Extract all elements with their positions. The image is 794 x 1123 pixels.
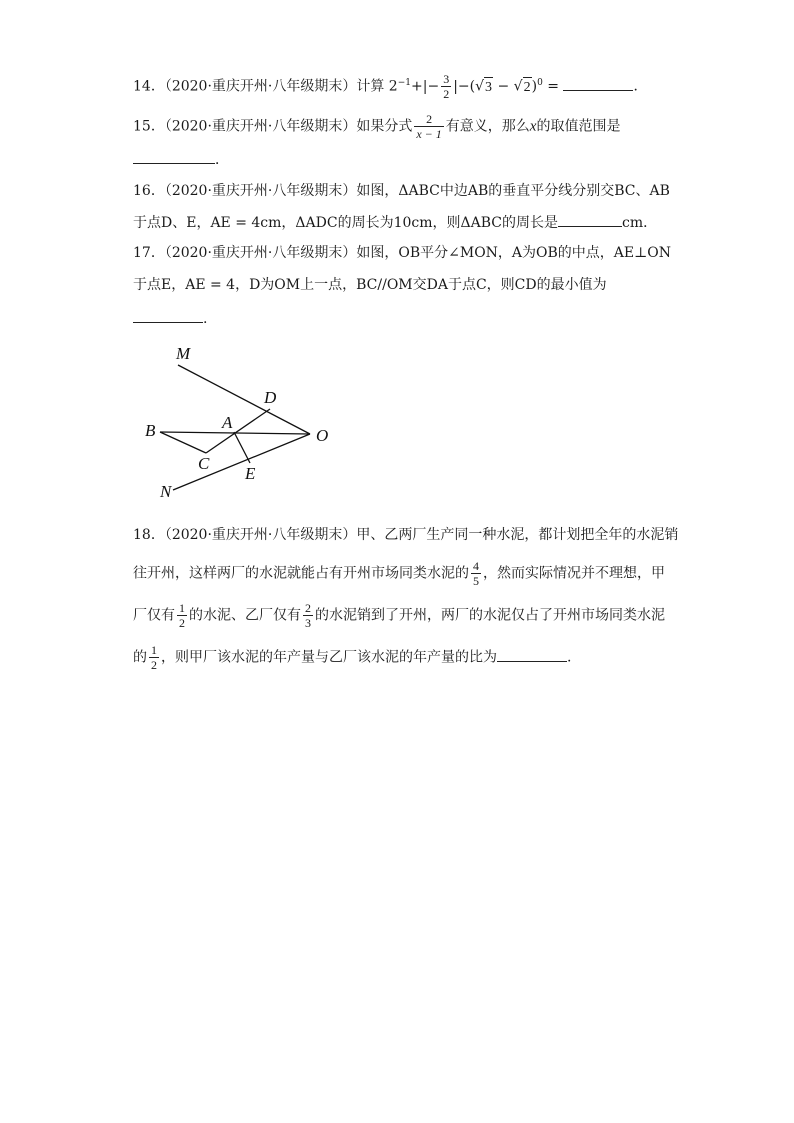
q14-end: ． <box>633 78 648 95</box>
label-a: A <box>222 413 233 432</box>
q18-f2-num: 1 <box>179 601 185 615</box>
label-e: E <box>245 464 256 483</box>
label-o: O <box>316 426 329 445</box>
q15-frac-den: x − 1 <box>416 127 442 141</box>
segment-cd <box>206 409 270 453</box>
ray-on <box>173 434 310 490</box>
ray-om <box>178 365 310 434</box>
label-d: D <box>264 388 277 407</box>
question-18 <box>133 525 678 545</box>
q15-text-a: 如果分式 <box>356 118 413 135</box>
q18-fraction-3 <box>303 602 313 629</box>
label-n: N <box>160 482 172 501</box>
q18-f1-num: 4 <box>473 559 479 573</box>
q17-line1: 如图，OB平分∠MON，A为OB的中点，AE⊥ON <box>356 245 672 261</box>
q14-exponent2: 0 <box>537 78 543 88</box>
q14-exponent: −1 <box>397 78 411 88</box>
q14-minus: − <box>493 78 514 95</box>
question-17-line2 <box>133 275 607 295</box>
question-14 <box>133 73 647 100</box>
q14-text-a: 计算 2 <box>356 78 398 95</box>
sqrt-sign: √ <box>513 78 523 95</box>
q15-fraction <box>414 113 443 140</box>
q18-answer-blank[interactable] <box>497 647 567 662</box>
q14-text-b: +|− <box>411 78 440 95</box>
q18-number: 18． <box>133 527 165 543</box>
question-18-line3 <box>133 602 665 629</box>
q14-frac-num: 3 <box>443 72 450 87</box>
q16-source: （2020·重庆开州·八年级期末） <box>164 183 357 199</box>
label-c: C <box>198 454 210 473</box>
q14-frac-den: 2 <box>443 87 450 102</box>
q15-text-c: 的取值范围是 <box>536 118 621 135</box>
q15-end: ． <box>215 152 229 168</box>
q14-fraction <box>441 73 451 100</box>
label-m: M <box>176 344 191 363</box>
q17-end: . <box>203 311 208 327</box>
q18-fraction-2 <box>177 602 187 629</box>
q18-f4-den: 2 <box>151 658 157 672</box>
q15-source: （2020·重庆开州·八年级期末） <box>164 118 357 135</box>
q18-line3-c: 的水泥销到了开州，两厂的水泥仅占了开州市场同类水泥 <box>315 607 665 624</box>
q15-var: x <box>529 118 537 135</box>
q16-answer-blank[interactable] <box>558 212 622 227</box>
q18-f2-den: 2 <box>179 616 185 630</box>
q18-line4-b: ，则甲厂该水泥的年产量与乙厂该水泥的年产量的比为 <box>161 649 497 666</box>
question-16 <box>133 181 670 201</box>
q18-line2-b: ，然而实际情况并不理想，甲 <box>483 565 665 582</box>
label-b: B <box>145 421 156 440</box>
q16-number: 16． <box>133 183 165 199</box>
q17-line2: 于点E，AE = 4，D为OM上一点，BC//OM交DA于点C，则CD的最小值为 <box>133 277 607 293</box>
q14-number: 14． <box>133 78 165 95</box>
question-17 <box>133 243 671 263</box>
q16-line1: 如图，ΔABC中边AB的垂直平分线分别交BC、AB <box>356 183 670 199</box>
q18-line3-b: 的水泥、乙厂仅有 <box>189 607 301 624</box>
q18-line1: 甲、乙两厂生产同一种水泥，都计划把全年的水泥销 <box>356 527 679 543</box>
sqrt-sign: √ <box>475 78 485 95</box>
q14-text-d: ) <box>531 78 538 95</box>
q17-number: 17． <box>133 245 165 261</box>
q16-line2-b: cm． <box>622 215 658 231</box>
q14-text-c: |−( <box>453 78 476 95</box>
q18-f3-den: 3 <box>305 616 311 630</box>
question-15 <box>133 113 620 140</box>
q18-line2-a: 往开州，这样两厂的水泥就能占有开州市场同类水泥的 <box>133 565 469 582</box>
geometry-figure <box>140 335 340 505</box>
segment-ae <box>234 432 250 463</box>
q18-end: . <box>567 649 572 666</box>
segment-bc <box>160 432 206 453</box>
q14-answer-blank[interactable] <box>563 76 633 91</box>
q18-line4-a: 的 <box>133 649 147 666</box>
q18-f1-den: 5 <box>473 574 479 588</box>
q15-number: 15． <box>133 118 165 135</box>
q14-root1: 3 <box>484 77 493 98</box>
q18-f4-num: 1 <box>151 643 157 657</box>
q18-source: （2020·重庆开州·八年级期末） <box>164 527 357 543</box>
q18-fraction-4 <box>149 644 159 671</box>
q17-source: （2020·重庆开州·八年级期末） <box>164 245 357 261</box>
q18-line3-a: 厂仅有 <box>133 607 175 624</box>
question-16-line2 <box>133 212 657 233</box>
q15-answer-blank[interactable] <box>133 149 215 164</box>
q16-line2-a: 于点D、E，AE = 4cm，ΔADC的周长为10cm，则ΔABC的周长是 <box>133 215 558 231</box>
q14-source: （2020·重庆开州·八年级期末） <box>164 78 357 95</box>
question-15-line2 <box>133 149 229 170</box>
q14-text-e: = <box>542 78 564 95</box>
question-18-line2 <box>133 560 665 587</box>
q18-f3-num: 2 <box>305 601 311 615</box>
question-18-line4 <box>133 644 571 671</box>
q14-root2: 2 <box>523 77 532 98</box>
question-17-line3 <box>133 308 207 329</box>
q15-frac-num: 2 <box>426 112 433 126</box>
q18-fraction-1 <box>471 560 481 587</box>
q17-answer-blank[interactable] <box>133 308 203 323</box>
q15-text-b: 有意义，那么 <box>445 118 530 135</box>
